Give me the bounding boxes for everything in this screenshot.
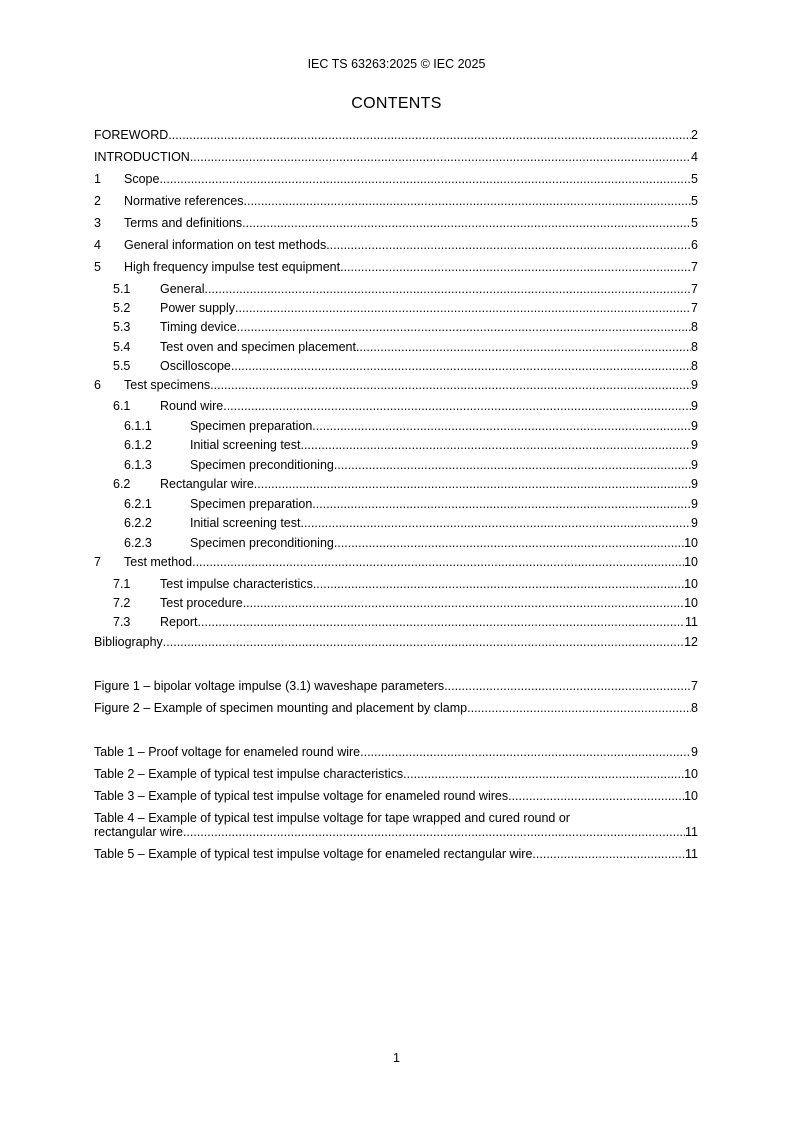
toc-entry-page: 9	[691, 378, 698, 392]
toc-entry-4[interactable]	[94, 237, 698, 253]
table-of-contents	[94, 0, 698, 1122]
figure-entry-label: Figure 2 – Example of specimen mounting and placement by clamp	[94, 701, 468, 715]
toc-entry-introduction[interactable]	[94, 149, 698, 165]
toc-entry-number: 5.5	[113, 359, 131, 373]
toc-entry-7[interactable]	[94, 554, 698, 570]
toc-entry-label: Timing device	[160, 320, 237, 334]
toc-entry-5-2[interactable]	[113, 300, 698, 316]
table-entry-label: Table 5 – Example of typical test impulse voltage for enameled rectangular wire	[94, 847, 533, 861]
toc-entry-5-4[interactable]	[113, 339, 698, 355]
toc-entry-label: Specimen preparation	[190, 419, 313, 433]
toc-entry-page: 10	[684, 555, 698, 569]
toc-entry-page: 8	[691, 359, 698, 373]
toc-entry-page: 5	[691, 194, 698, 208]
figure-entry-page: 7	[691, 679, 698, 693]
table-entry-label: rectangular wire	[94, 825, 183, 839]
toc-entry-label: Specimen preparation	[190, 497, 313, 511]
toc-entry-page: 11	[685, 615, 698, 629]
toc-entry-6-1[interactable]	[113, 398, 698, 414]
table-entry-page: 10	[684, 789, 698, 803]
toc-entry-label: FOREWORD	[94, 128, 169, 142]
toc-entry-number: 5.4	[113, 340, 131, 354]
toc-entry-page: 9	[691, 516, 698, 530]
toc-entry-number: 6.2.1	[124, 497, 152, 511]
toc-entry-label: Test method	[124, 555, 193, 569]
toc-entry-label: General	[160, 282, 205, 296]
toc-entry-5-1[interactable]	[113, 281, 698, 297]
toc-entry-label: INTRODUCTION	[94, 150, 190, 164]
list-of-tables-entry-2[interactable]	[94, 766, 698, 782]
toc-entry-label: Test procedure	[160, 596, 243, 610]
toc-entry-number: 1	[94, 172, 101, 186]
toc-entry-6[interactable]	[94, 377, 698, 393]
toc-entry-page: 10	[684, 577, 698, 591]
toc-entry-label: Normative references	[124, 194, 244, 208]
toc-entry-label: Oscilloscope	[160, 359, 231, 373]
list-of-tables-entry-4[interactable]	[94, 824, 698, 840]
toc-entry-page: 5	[691, 216, 698, 230]
toc-entry-6-1-3[interactable]	[124, 457, 698, 473]
toc-entry-page: 9	[691, 458, 698, 472]
toc-entry-page: 9	[691, 399, 698, 413]
toc-entry-page: 8	[691, 340, 698, 354]
list-of-figures-entry-2[interactable]	[94, 700, 698, 716]
toc-entry-page: 12	[684, 635, 698, 649]
toc-entry-label: Test impulse characteristics	[160, 577, 313, 591]
toc-entry-label: Terms and definitions	[124, 216, 243, 230]
toc-entry-5[interactable]	[94, 259, 698, 275]
figure-entry-page: 8	[691, 701, 698, 715]
toc-entry-6-2-1[interactable]	[124, 496, 698, 512]
toc-entry-label: Rectangular wire	[160, 477, 254, 491]
toc-entry-number: 5	[94, 260, 101, 274]
table-entry-label-line1: Table 4 – Example of typical test impulse voltage for tape wrapped and cured round or	[94, 811, 570, 825]
toc-entry-number: 2	[94, 194, 101, 208]
list-of-tables-entry-3[interactable]	[94, 788, 698, 804]
table-entry-label: Table 3 – Example of typical test impulse voltage for enameled round wires	[94, 789, 509, 803]
toc-entry-page: 10	[684, 596, 698, 610]
page-title: CONTENTS	[351, 95, 442, 112]
toc-entry-page: 4	[691, 150, 698, 164]
toc-entry-label: Initial screening test	[190, 438, 301, 452]
toc-entry-number: 5.3	[113, 320, 131, 334]
toc-entry-page: 9	[691, 438, 698, 452]
toc-entry-number: 3	[94, 216, 101, 230]
toc-entry-number: 7	[94, 555, 101, 569]
toc-entry-7-2[interactable]	[113, 595, 698, 611]
toc-entry-2[interactable]	[94, 193, 698, 209]
toc-entry-label: Bibliography	[94, 635, 163, 649]
toc-entry-1[interactable]	[94, 171, 698, 187]
toc-entry-page: 9	[691, 419, 698, 433]
toc-entry-page: 5	[691, 172, 698, 186]
toc-entry-number: 4	[94, 238, 101, 252]
toc-entry-page: 8	[691, 320, 698, 334]
table-entry-page: 11	[685, 825, 698, 839]
toc-entry-number: 6	[94, 378, 101, 392]
toc-entry-5-5[interactable]	[113, 358, 698, 374]
toc-entry-label: Initial screening test	[190, 516, 301, 530]
toc-entry-label: Round wire	[160, 399, 224, 413]
toc-entry-page: 6	[691, 238, 698, 252]
toc-entry-bibliography[interactable]	[94, 634, 698, 650]
toc-entry-number: 6.2	[113, 477, 131, 491]
toc-entry-number: 6.1.2	[124, 438, 152, 452]
table-entry-page: 11	[685, 847, 698, 861]
toc-entry-6-2-3[interactable]	[124, 535, 698, 551]
toc-entry-label: Test specimens	[124, 378, 211, 392]
toc-entry-label: Test oven and specimen placement	[160, 340, 356, 354]
toc-entry-label: Specimen preconditioning	[190, 458, 334, 472]
toc-entry-number: 6.1	[113, 399, 131, 413]
table-entry-label: Table 1 – Proof voltage for enameled round wire	[94, 745, 361, 759]
toc-entry-label: Power supply	[160, 301, 236, 315]
toc-entry-6-2-2[interactable]	[124, 515, 698, 531]
toc-entry-number: 6.1.3	[124, 458, 152, 472]
toc-entry-page: 2	[691, 128, 698, 142]
toc-entry-number: 7.1	[113, 577, 131, 591]
toc-entry-6-1-1[interactable]	[124, 418, 698, 434]
document-header: IEC TS 63263:2025 © IEC 2025	[307, 57, 486, 71]
toc-entry-number: 5.1	[113, 282, 131, 296]
toc-entry-6-1-2[interactable]	[124, 437, 698, 453]
list-of-figures-entry-1[interactable]	[94, 678, 698, 694]
list-of-tables-entry-5[interactable]	[94, 846, 698, 862]
figure-entry-label: Figure 1 – bipolar voltage impulse (3.1) waveshape parameters	[94, 679, 445, 693]
toc-entry-7-3[interactable]	[113, 614, 698, 630]
toc-entry-number: 6.2.2	[124, 516, 152, 530]
toc-entry-label: High frequency impulse test equipment	[124, 260, 341, 274]
toc-entry-page: 9	[691, 477, 698, 491]
toc-entry-3[interactable]	[94, 215, 698, 231]
table-entry-page: 10	[684, 767, 698, 781]
toc-entry-number: 7.3	[113, 615, 131, 629]
toc-entry-number: 6.2.3	[124, 536, 152, 550]
toc-entry-page: 7	[691, 260, 698, 274]
toc-entry-label: Scope	[124, 172, 160, 186]
toc-entry-6-2[interactable]	[113, 476, 698, 492]
toc-entry-foreword[interactable]	[94, 127, 698, 143]
toc-entry-number: 7.2	[113, 596, 131, 610]
toc-entry-page: 9	[691, 497, 698, 511]
toc-entry-number: 6.1.1	[124, 419, 152, 433]
list-of-tables-entry-1[interactable]	[94, 744, 698, 760]
toc-entry-7-1[interactable]	[113, 576, 698, 592]
page-number: 1	[393, 1051, 400, 1065]
toc-entry-label: Specimen preconditioning	[190, 536, 334, 550]
table-entry-label: Table 2 – Example of typical test impulse characteristics	[94, 767, 404, 781]
toc-entry-page: 7	[691, 282, 698, 296]
toc-entry-label: Report	[160, 615, 198, 629]
toc-entry-5-3[interactable]	[113, 319, 698, 335]
toc-entry-label: General information on test methods	[124, 238, 327, 252]
toc-entry-page: 10	[684, 536, 698, 550]
toc-entry-number: 5.2	[113, 301, 131, 315]
table-entry-page: 9	[691, 745, 698, 759]
toc-entry-page: 7	[691, 301, 698, 315]
